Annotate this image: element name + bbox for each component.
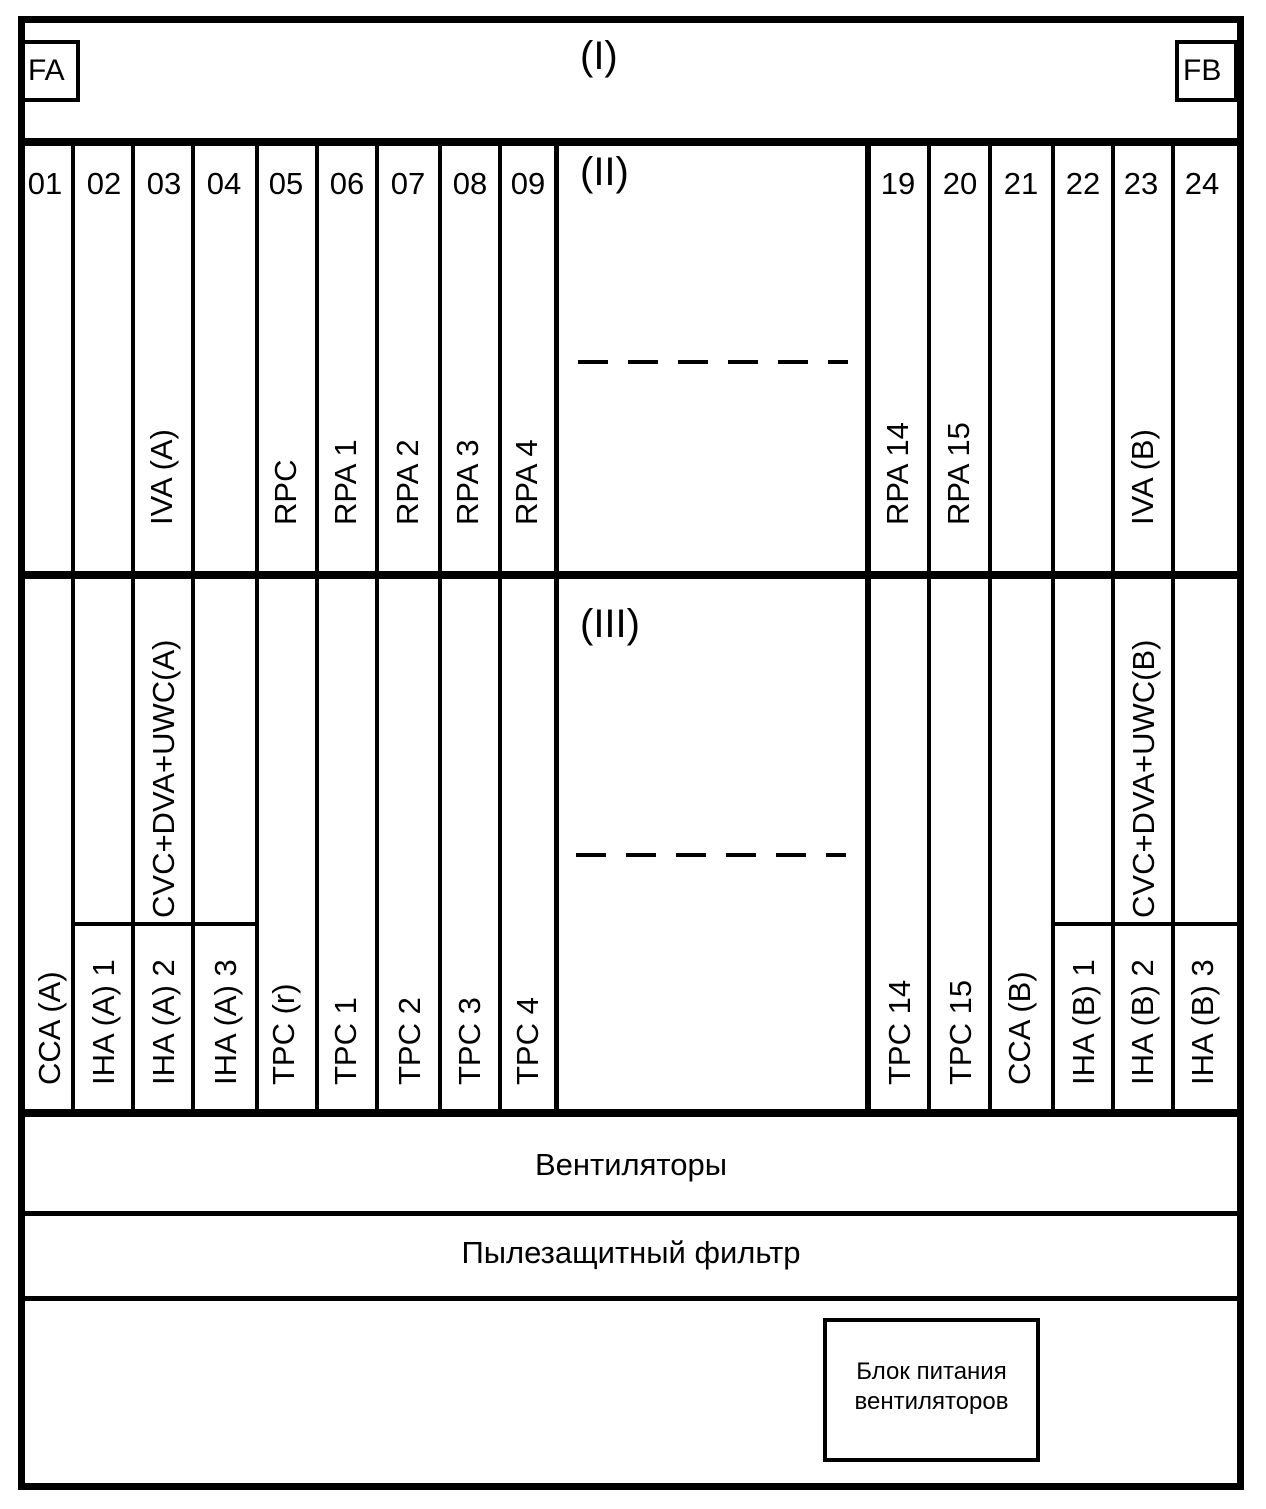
slot-number: 24 [1184,166,1220,201]
fb-label: FB [1183,54,1222,87]
slot-number: 01 [27,166,63,201]
divider-mid [18,571,1244,579]
module-rpa-2: RPA 2 [390,439,425,525]
slot-divider [438,146,442,1109]
slot-number: 22 [1065,166,1101,201]
module-rpa-4: RPA 4 [509,439,544,525]
module-cca-a: CCA (A) [32,971,67,1085]
continuation-dashes-iii [576,853,846,857]
sub-slot-divider-right [1051,922,1238,926]
module-iva-a: IVA (A) [144,429,179,525]
module-tpc-14: TPC 14 [882,979,917,1085]
fa-label: FA [28,54,65,87]
slot-divider [988,146,992,1109]
module-rpa-1: RPA 1 [328,439,363,525]
slot-divider [315,146,319,1109]
slot-divider [927,146,931,1109]
slot-number: 06 [329,166,365,201]
slot-number: 23 [1123,166,1159,201]
fans-label: Вентиляторы [534,1147,728,1182]
section-iii-label: (III) [580,602,640,646]
slot-number: 19 [880,166,916,201]
module-cca-b: CCA (B) [1002,971,1037,1085]
module-iva-b: IVA (B) [1125,429,1160,525]
module-rpc: RPC [268,459,303,525]
dust-filter-label: Пылезащитный фильтр [461,1235,801,1270]
slot-number: 21 [1003,166,1039,201]
slot-number: 03 [146,166,182,201]
module-rpa-3: RPA 3 [450,439,485,525]
section-ii-label: (II) [580,150,629,194]
slot-divider [554,146,559,1109]
slot-divider [1051,146,1055,1109]
slot-number: 08 [452,166,488,201]
slot-number: 20 [942,166,978,201]
slot-number: 09 [510,166,546,201]
slot-number: 02 [86,166,122,201]
section-i-label: (I) [580,34,618,78]
slot-number: 05 [268,166,304,201]
fan-psu-line-2: вентиляторов [854,1388,1009,1415]
module-rpa-14: RPA 14 [880,422,915,525]
slot-divider [1111,146,1115,1109]
module-cvc-dva-uwc-b: CVC+DVA+UWC(B) [1126,639,1161,918]
slot-divider [131,146,135,1109]
module-tpc-2: TPC 2 [392,997,427,1085]
module-cvc-dva-uwc-a: CVC+DVA+UWC(A) [146,639,181,918]
module-tpc-1: TPC 1 [328,997,363,1085]
module-iha-a-2: IHA (A) 2 [146,959,181,1085]
slot-divider [71,146,75,1109]
divider-fans [18,1109,1244,1117]
module-tpc-15: TPC 15 [943,979,978,1085]
module-iha-b-2: IHA (B) 2 [1125,959,1160,1085]
fan-psu-line-1: Блок питания [856,1358,1007,1385]
slot-number: 04 [206,166,242,201]
slot-divider [498,146,502,1109]
module-tpc-4: TPC 4 [510,997,545,1085]
slot-number: 07 [390,166,426,201]
divider-top [18,138,1244,146]
continuation-dashes-ii [578,360,848,364]
module-tpc-r: TPC (r) [266,983,301,1085]
slot-divider [375,146,379,1109]
module-iha-a-1: IHA (A) 1 [86,959,121,1085]
slot-divider [255,146,259,1109]
divider-filter [18,1211,1244,1216]
slot-divider [865,146,871,1109]
module-iha-b-1: IHA (B) 1 [1066,959,1101,1085]
module-rpa-15: RPA 15 [941,422,976,525]
module-iha-b-3: IHA (B) 3 [1185,959,1220,1085]
divider-bottom [18,1296,1244,1301]
sub-slot-divider-left [71,922,259,926]
slot-divider [1171,146,1175,1109]
module-tpc-3: TPC 3 [452,997,487,1085]
module-iha-a-3: IHA (A) 3 [208,959,243,1085]
slot-divider [191,146,195,1109]
